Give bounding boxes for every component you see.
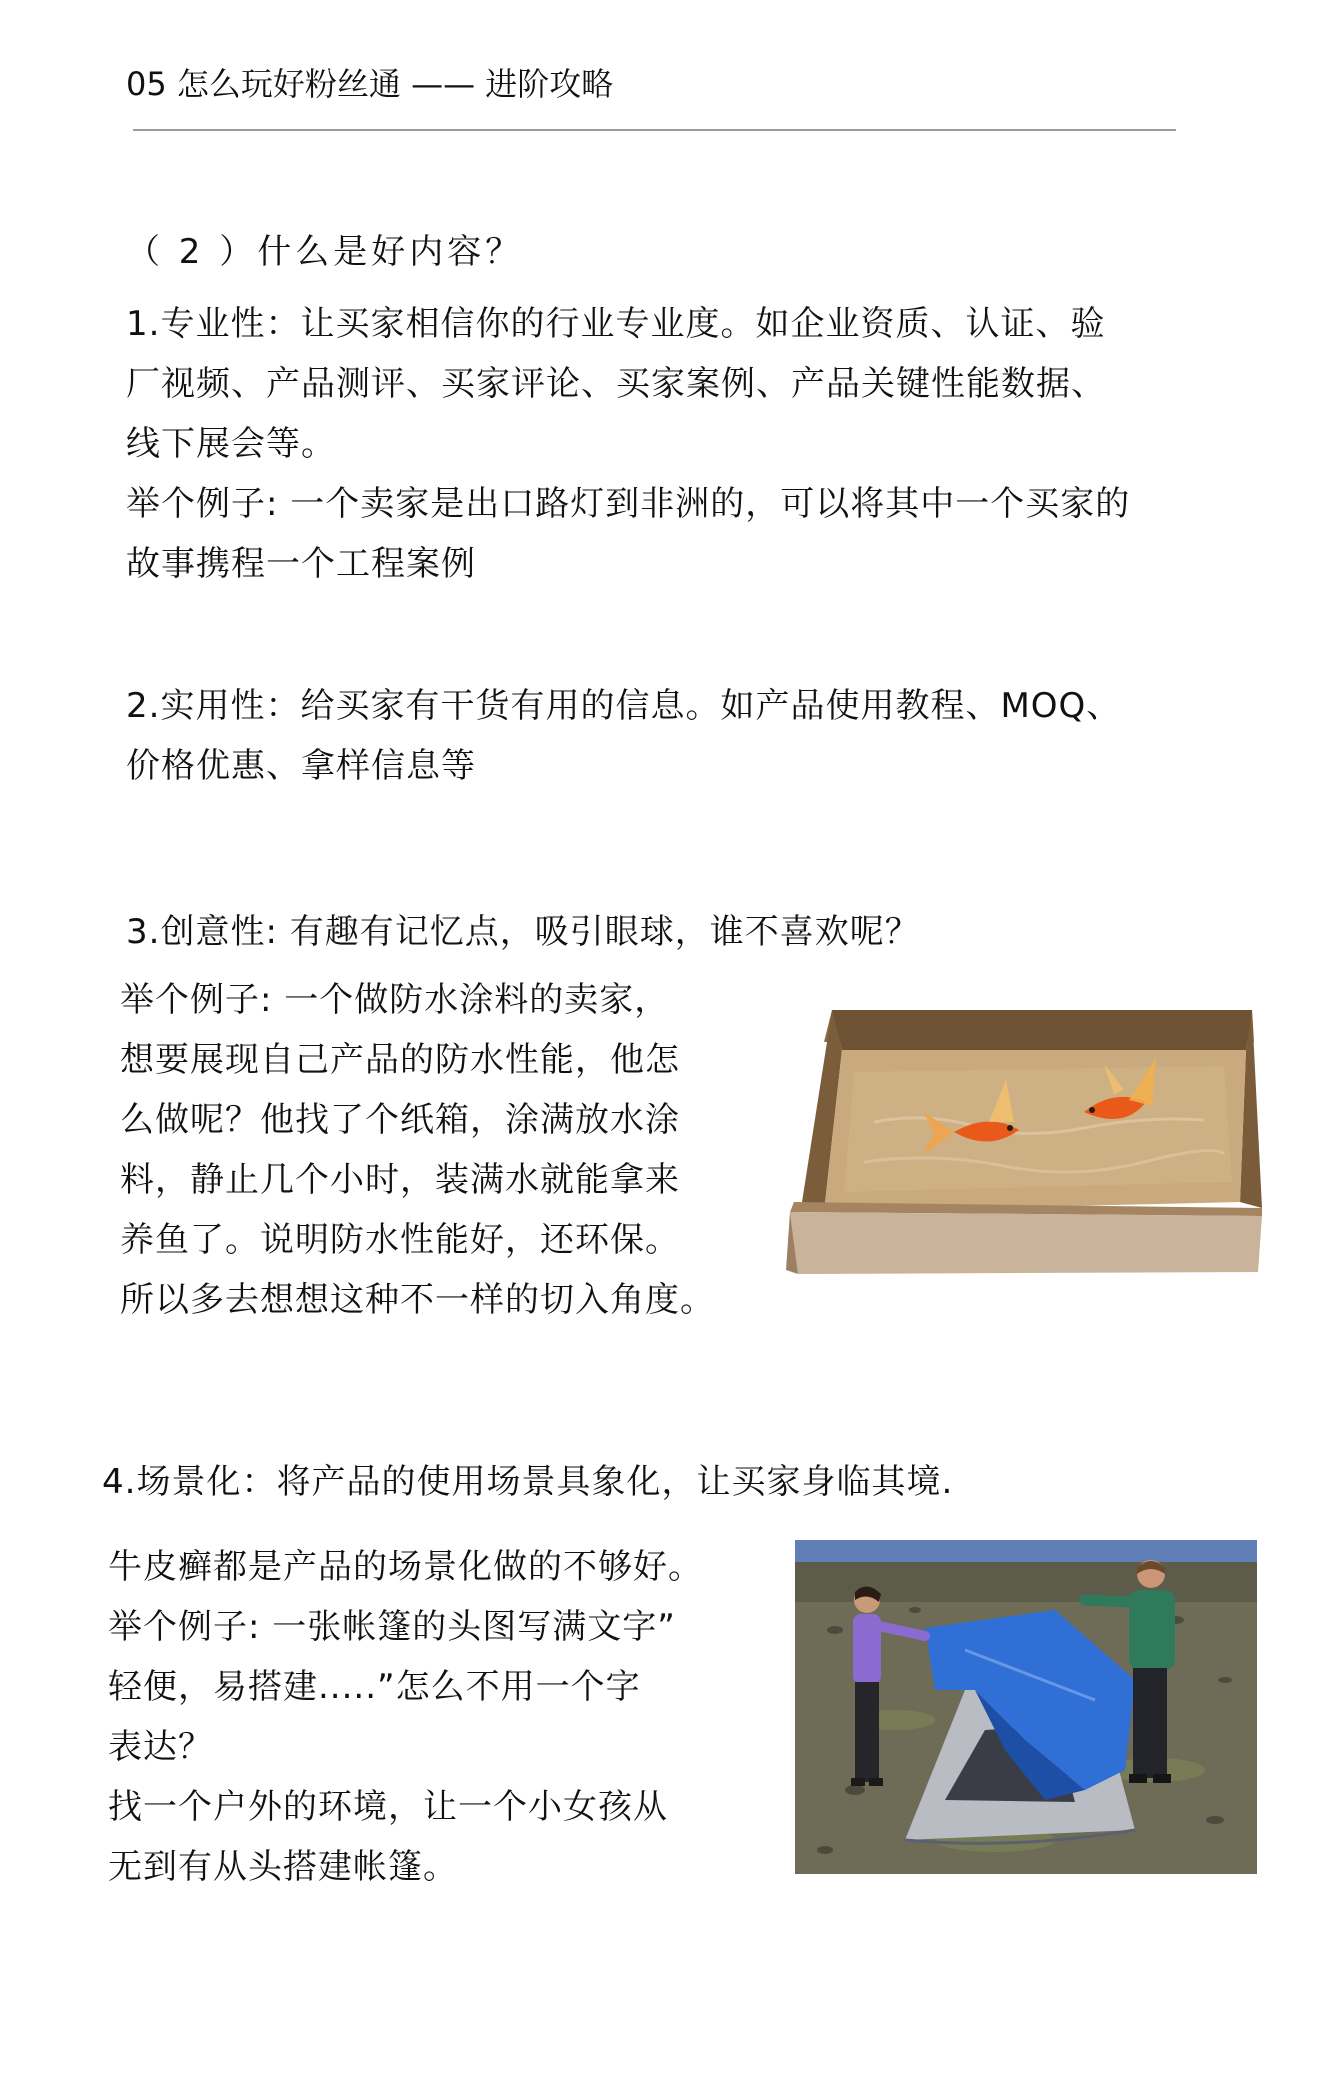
- point4-title: 4.场景化：将产品的使用场景具象化，让买家身临其境.: [102, 1462, 954, 1502]
- point2-line: 2.实用性：给买家有干货有用的信息。如产品使用教程、MOQ、: [126, 686, 1122, 726]
- point3-line: 料，静止几个小时，装满水就能拿来: [120, 1160, 680, 1200]
- point3-line: 养鱼了。说明防水性能好，还环保。: [120, 1220, 680, 1260]
- goldfish-box-image: [784, 1002, 1266, 1278]
- header-title: 05 怎么玩好粉丝通 —— 进阶攻略: [126, 65, 614, 103]
- point4-line: 无到有从头搭建帐篷。: [108, 1847, 458, 1887]
- point1-line: 线下展会等。: [126, 424, 336, 464]
- point3-title: 3.创意性: 有趣有记忆点，吸引眼球，谁不喜欢呢？: [126, 912, 920, 952]
- point4-line: 轻便，易搭建.....”怎么不用一个字: [108, 1667, 641, 1707]
- point3-line: 想要展现自己产品的防水性能，他怎: [120, 1040, 680, 1080]
- point1-line: 1.专业性：让买家相信你的行业专业度。如企业资质、认证、验: [126, 304, 1106, 344]
- point1-example-line: 故事携程一个工程案例: [126, 544, 476, 584]
- point3-line: 么做呢？他找了个纸箱，涂满放水涂: [120, 1100, 680, 1140]
- point4-line: 找一个户外的环境，让一个小女孩从: [108, 1787, 668, 1827]
- point2-line: 价格优惠、拿样信息等: [126, 746, 476, 786]
- point1-example-line: 举个例子: 一个卖家是出口路灯到非洲的，可以将其中一个买家的: [126, 484, 1131, 524]
- point3-line: 所以多去想想这种不一样的切入角度。: [120, 1280, 715, 1320]
- header-divider: [133, 129, 1176, 131]
- tent-scene-image: [795, 1540, 1257, 1874]
- section-title: （ 2 ）什么是好内容？: [126, 232, 524, 272]
- point3-line: 举个例子: 一个做防水涂料的卖家，: [120, 980, 670, 1020]
- point1-line: 厂视频、产品测评、买家评论、买家案例、产品关键性能数据、: [126, 364, 1106, 404]
- point4-line: 举个例子: 一张帐篷的头图写满文字”: [108, 1607, 676, 1647]
- point4-line: 表达？: [108, 1727, 213, 1767]
- point4-line: 牛皮癣都是产品的场景化做的不够好。: [108, 1547, 703, 1587]
